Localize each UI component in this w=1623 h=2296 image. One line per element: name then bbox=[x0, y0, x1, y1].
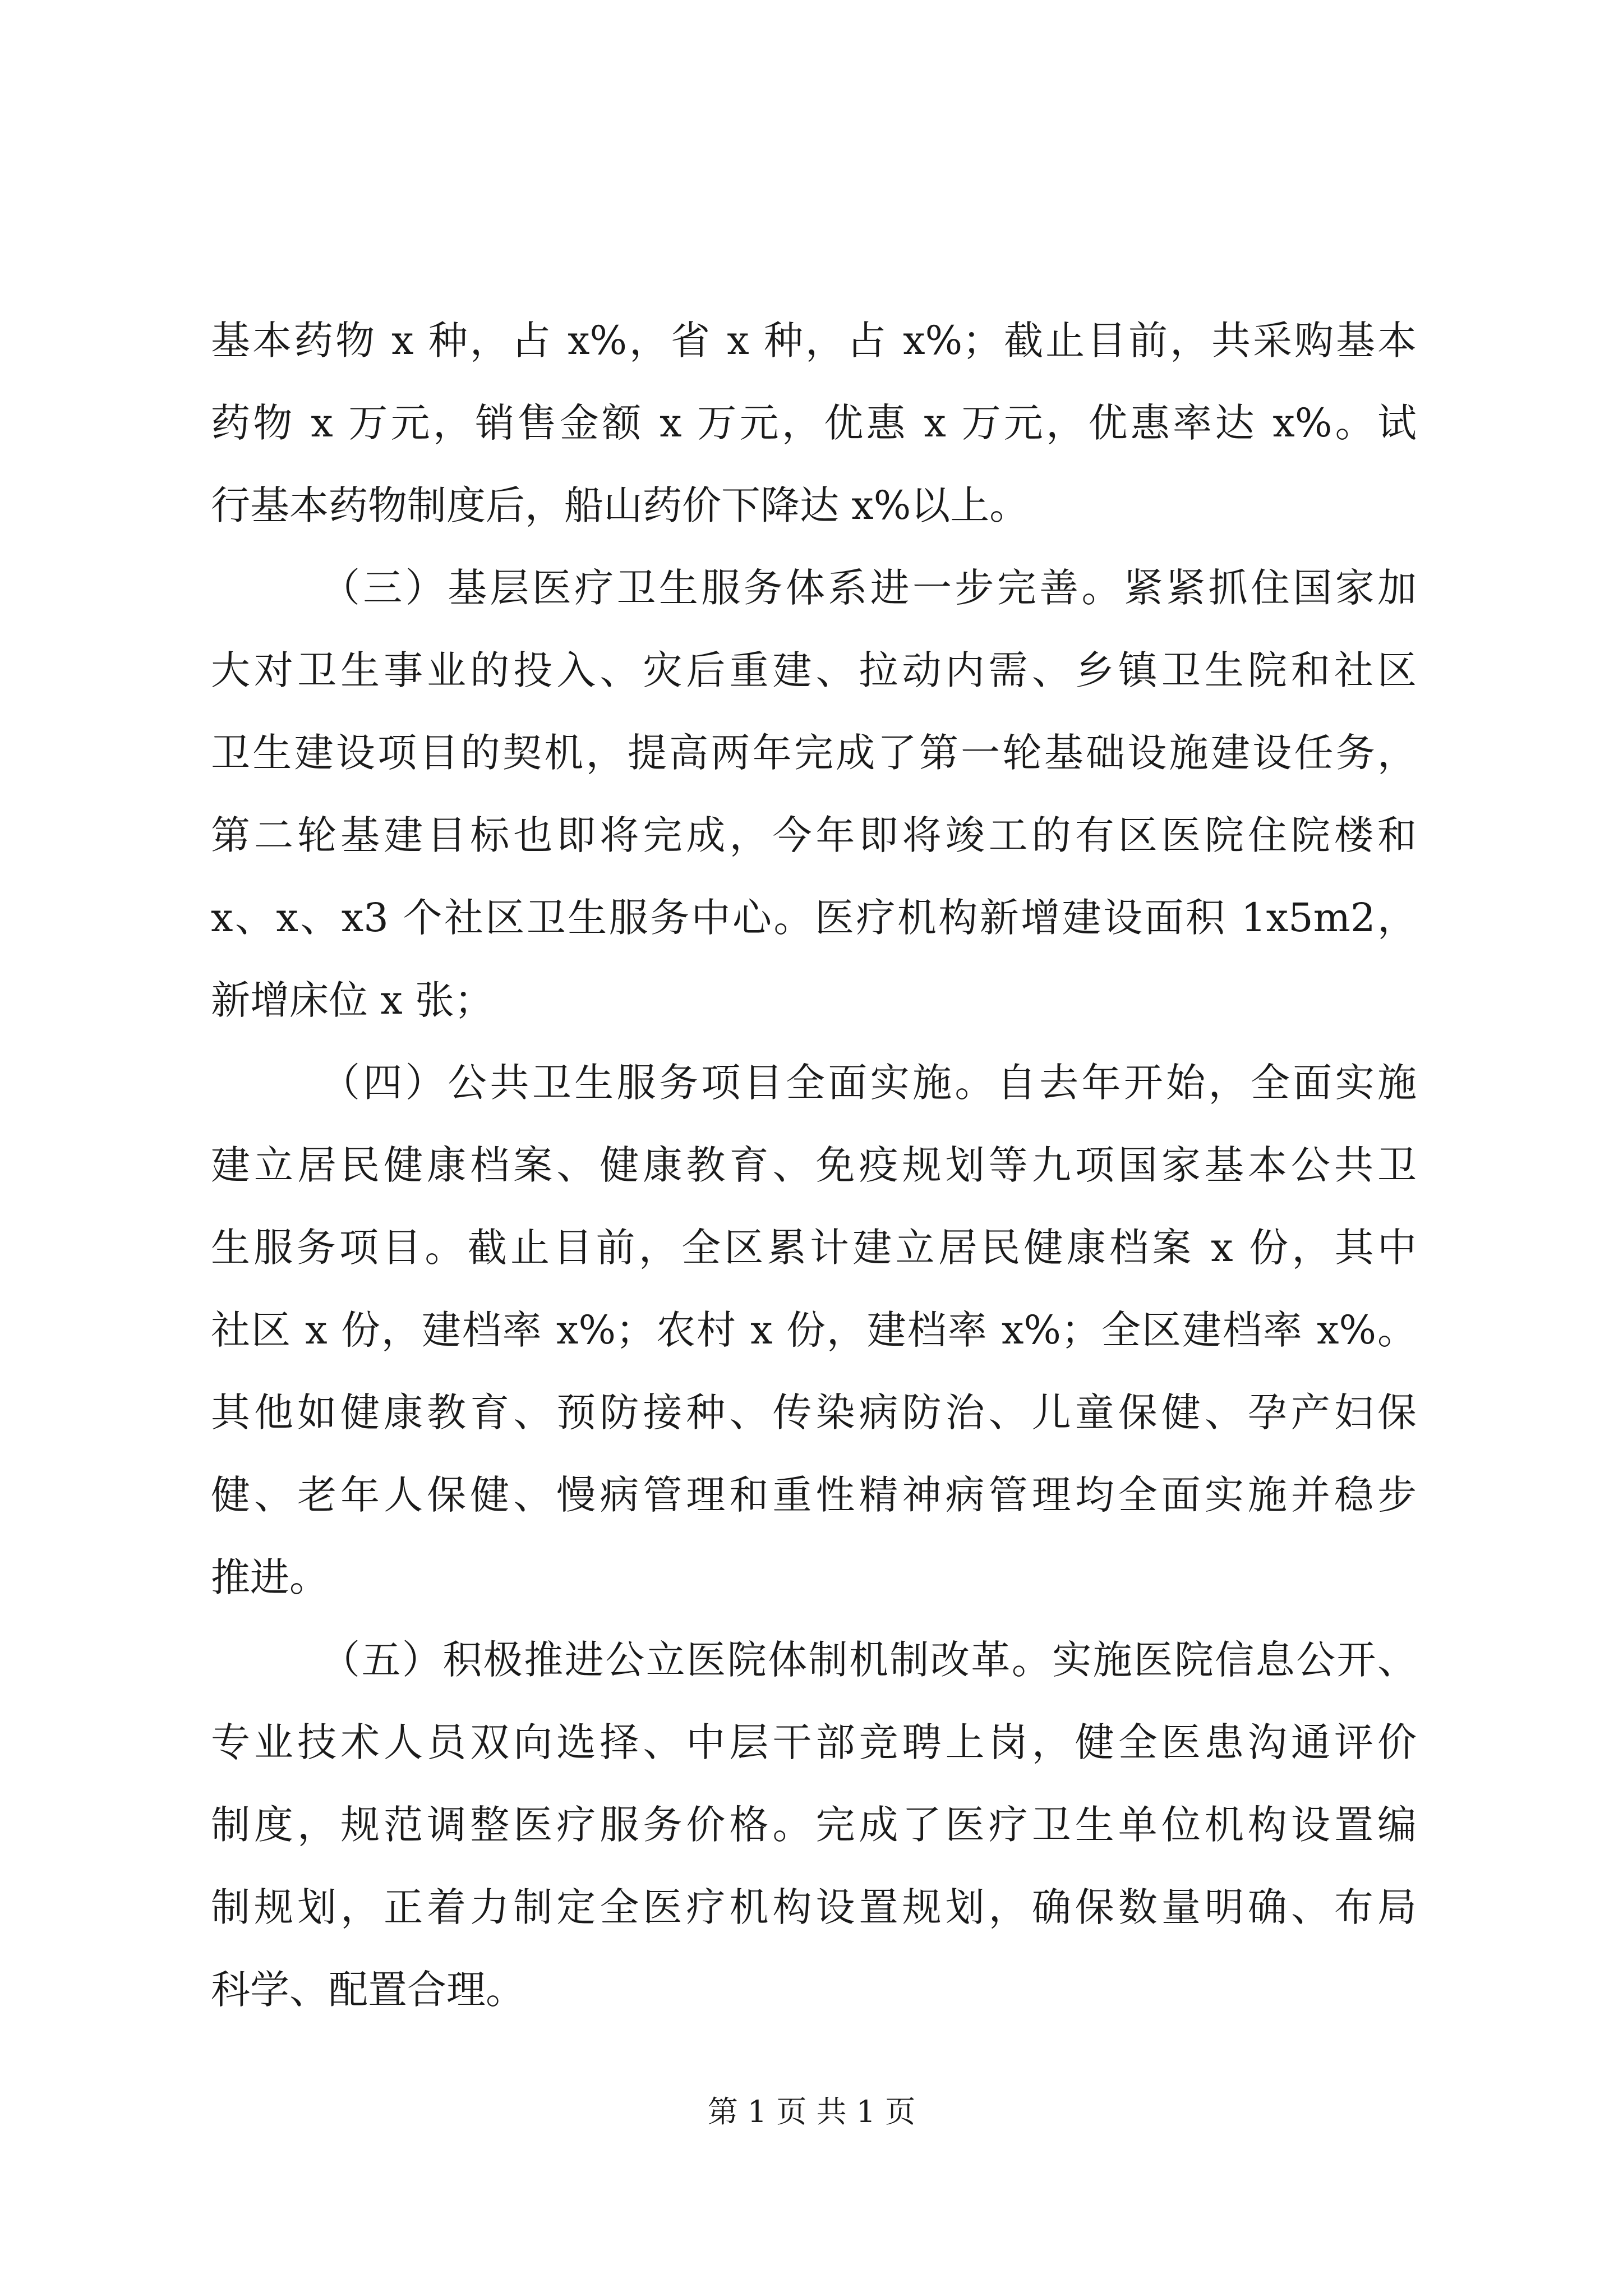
paragraph-3-line-3: 生服务项目。截止目前，全区累计建立居民健康档案 x 份，其中 bbox=[211, 1225, 1417, 1271]
paragraph-3-line-2: 建立居民健康档案、健康教育、免疫规划等九项国家基本公共卫 bbox=[211, 1142, 1417, 1188]
paragraph-3-line-4: 社区 x 份，建档率 x%；农村 x 份，建档率 x%；全区建档率 x%。 bbox=[211, 1307, 1417, 1353]
paragraph-2-line-2: 大对卫生事业的投入、灾后重建、拉动内需、乡镇卫生院和社区 bbox=[211, 647, 1417, 693]
paragraph-2-line-5: x、x、x3 个社区卫生服务中心。医疗机构新增建设面积 1x5m2， bbox=[211, 895, 1417, 941]
paragraph-4-line-1: （五）积极推进公立医院体制机制改革。实施医院信息公开、 bbox=[321, 1637, 1417, 1683]
paragraph-2-line-4: 第二轮基建目标也即将完成，今年即将竣工的有区医院住院楼和 bbox=[211, 812, 1417, 858]
paragraph-3-line-1: （四）公共卫生服务项目全面实施。自去年开始，全面实施 bbox=[321, 1060, 1417, 1106]
paragraph-3-line-7: 推进。 bbox=[211, 1554, 329, 1600]
paragraph-3-line-5: 其他如健康教育、预防接种、传染病防治、儿童保健、孕产妇保 bbox=[211, 1389, 1417, 1435]
paragraph-2-line-6: 新增床位 x 张； bbox=[211, 977, 494, 1023]
paragraph-4-line-5: 科学、配置合理。 bbox=[211, 1967, 525, 2013]
document-body bbox=[211, 300, 1417, 2031]
page-number-footer: 第 1 页 共 1 页 bbox=[707, 2094, 916, 2129]
paragraph-2-line-1: （三）基层医疗卫生服务体系进一步完善。紧紧抓住国家加 bbox=[321, 565, 1417, 611]
paragraph-4-line-3: 制度，规范调整医疗服务价格。完成了医疗卫生单位机构设置编 bbox=[211, 1802, 1417, 1848]
paragraph-3-line-6: 健、老年人保健、慢病管理和重性精神病管理均全面实施并稳步 bbox=[211, 1472, 1417, 1518]
paragraph-1-line-3: 行基本药物制度后，船山药价下降达 x%以上。 bbox=[211, 482, 1029, 528]
paragraph-4-line-2: 专业技术人员双向选择、中层干部竞聘上岗，健全医患沟通评价 bbox=[211, 1719, 1417, 1765]
paragraph-1-line-1: 基本药物 x 种，占 x%，省 x 种，占 x%；截止目前，共采购基本 bbox=[211, 318, 1417, 364]
paragraph-4-line-4: 制规划，正着力制定全医疗机构设置规划，确保数量明确、布局 bbox=[211, 1884, 1417, 1930]
paragraph-2-line-3: 卫生建设项目的契机，提高两年完成了第一轮基础设施建设任务， bbox=[211, 730, 1417, 776]
paragraph-1-line-2: 药物 x 万元，销售金额 x 万元，优惠 x 万元，优惠率达 x%。试 bbox=[211, 400, 1417, 446]
